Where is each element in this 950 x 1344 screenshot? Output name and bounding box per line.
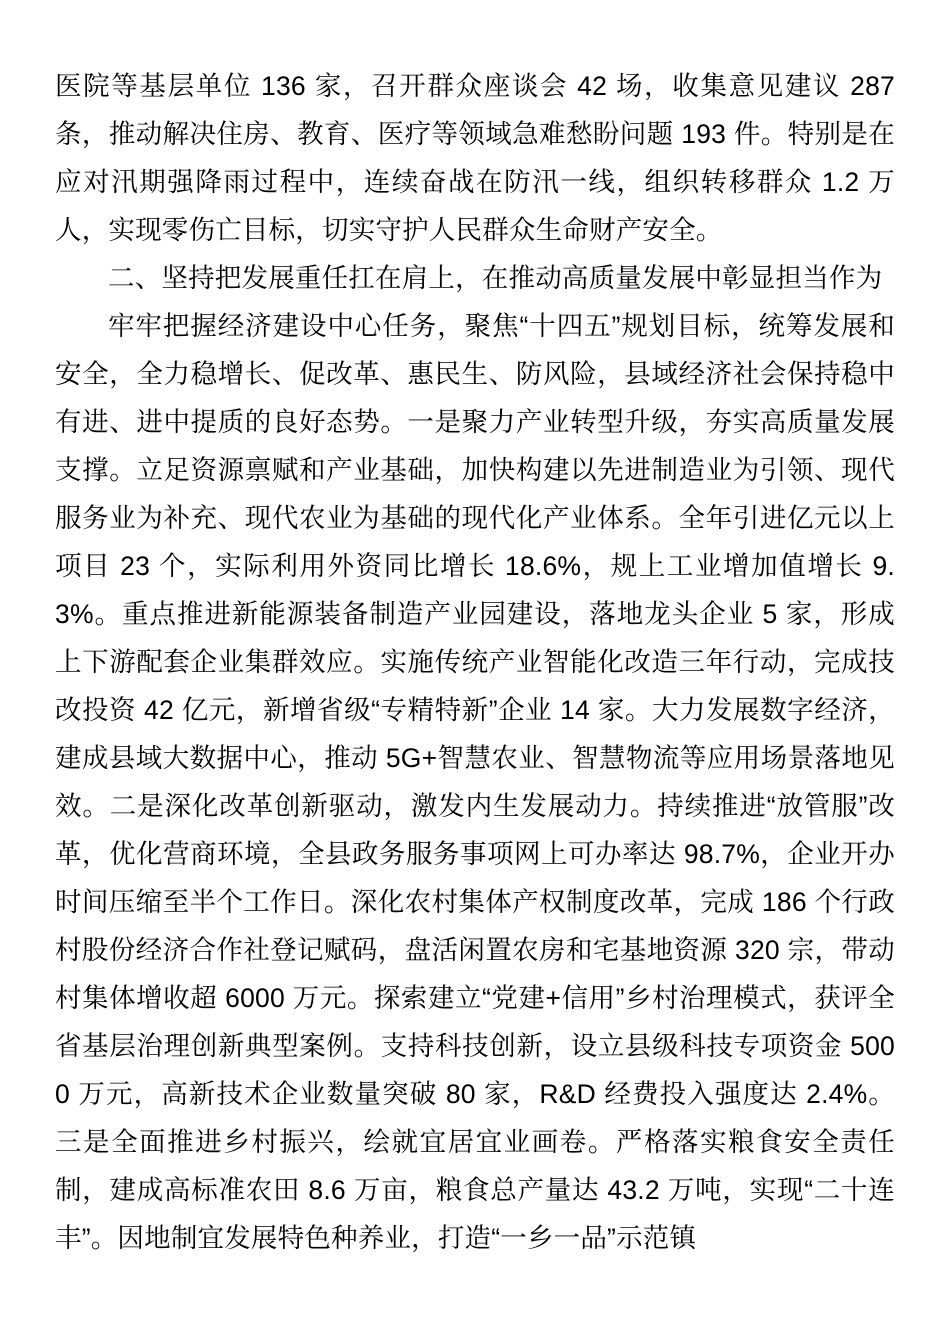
paragraph-continuation: 医院等基层单位 136 家，召开群众座谈会 42 场，收集意见建议 287 条，推动解决住房、教育、医疗等领域急难愁盼问题 193 件。特别是在应对汛期强降雨过程中，连续奋战在防汛一线，组织转移群众 1.2 万人，实现零伤亡目标，切实守护人民群众生命财产安全。	[55, 71, 895, 245]
paragraph-development: 牢牢把握经济建设中心任务，聚焦“十四五”规划目标，统筹发展和安全，全力稳增长、促改革、惠民生、防风险，县域经济社会保持稳中有进、进中提质的良好态势。一是聚力产业转型升级，夯实高质量发展支撑。立足资源禀赋和产业基础，加快构建以先进制造业为引领、现代服务业为补充、现代农业为基础的现代化产业体系。全年引进亿元以上项目 23 个，实际利用外资同比增长 18.6%，规上工业增加值增长 9.3%。重点推进新能源装备制造产业园建设，落地龙头企业 5 家，形成上下游配套企业集群效应。实施传统产业智能化改造三年行动，完成技改投资 42 亿元，新增省级“专精特新”企业 14 家。大力发展数字经济，建成县域大数据中心，推动 5G+智慧农业、智慧物流等应用场景落地见效。二是深化改革创新驱动，激发内生发展动力。持续推进“放管服”改革，优化营商环境，全县政务服务事项网上可办率达 98.7%，企业开办时间压缩至半个工作日。深化农村集体产权制度改革，完成 186 个行政村股份经济合作社登记赋码，盘活闲置农房和宅基地资源 320 宗，带动村集体增收超 6000 万元。探索建立“党建+信用”乡村治理模式，获评全省基层治理创新典型案例。支持科技创新，设立县级科技专项资金 5000 万元，高新技术企业数量突破 80 家，R&D 经费投入强度达 2.4%。三是全面推进乡村振兴，绘就宜居宜业画卷。严格落实粮食安全责任制，建成高标准农田 8.6 万亩，粮食总产量达 43.2 万吨，实现“二十连丰”。因地制宜发展特色种养业，打造“一乡一品”示范镇	[55, 311, 895, 1253]
document-body	[55, 62, 895, 1262]
section-heading-two: 二、坚持把发展重任扛在肩上，在推动高质量发展中彰显担当作为	[108, 263, 883, 293]
